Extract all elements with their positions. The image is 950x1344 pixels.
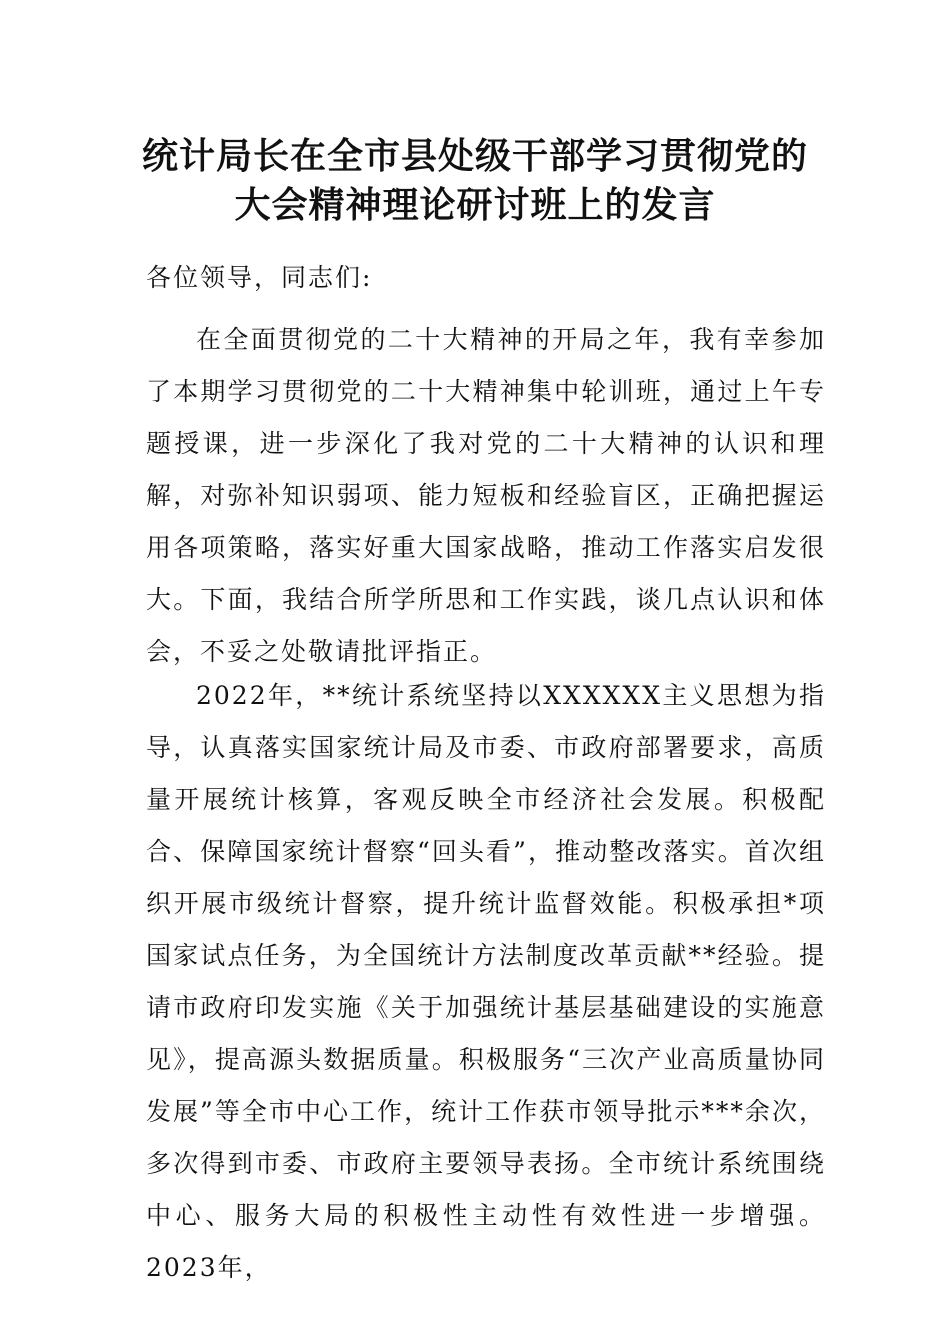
document-title-line-2: 大会精神理论研讨班上的发言 bbox=[234, 184, 716, 226]
paragraph-1: 在全面贯彻党的二十大精神的开局之年，我有幸参加了本期学习贯彻党的二十大精神集中轮训班，通过上午专题授课，进一步深化了我对党的二十大精神的认识和理解，对弥补知识弱项、能力短板和经验盲区，正确把握运用各项策略，落实好重大国家战略，推动工作落实启发很大。下面，我结合所学所思和工作实践，谈几点认识和体会，不妥之处敬请批评指正。 bbox=[146, 325, 826, 666]
paragraph-2: 2022年，**统计系统坚持以XXXXXX主义思想为指导，认真落实国家统计局及市委、市政府部署要求，高质量开展统计核算，客观反映全市经济社会发展。积极配合、保障国家统计督察“回头看”，推动整改落实。首次组织开展市级统计督察，提升统计监督效能。积极承担*项国家试点任务，为全国统计方法制度改革贡献**经验。提请市政府印发实施《关于加强统计基层基础建设的实施意见》，提高源头数据质量。积极服务“三次产业高质量协同发展”等全市中心工作，统计工作获市领导批示***余次，多次得到市委、市政府主要领导表扬。全市统计系统围绕中心、服务大局的积极性主动性有效性进一步增强。2023年， bbox=[146, 681, 826, 1282]
document-title-line-1: 统计局长在全市县处级干部学习贯彻党的 bbox=[141, 135, 808, 177]
salutation: 各位领导，同志们: bbox=[146, 263, 373, 292]
